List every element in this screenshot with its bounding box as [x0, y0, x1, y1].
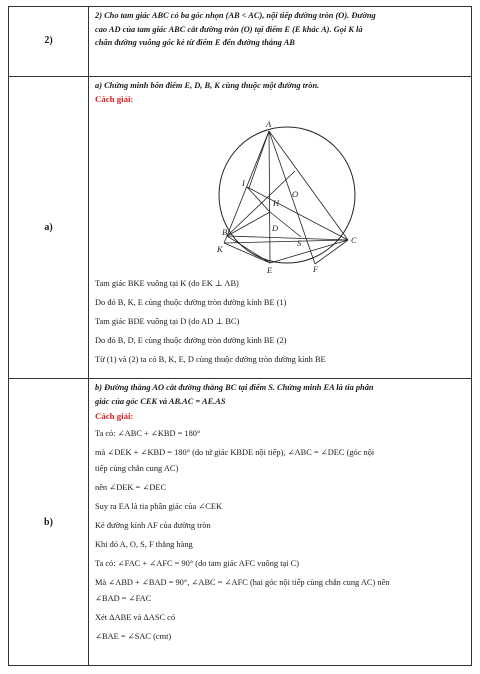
solution-line: nên ∠DEK = ∠DEC — [95, 483, 167, 492]
solution-line: ∠BAD = ∠FAC — [95, 594, 152, 603]
solution-line: Từ (1) và (2) ta có B, K, E, D cùng thuộc đường tròn đường kính BE — [95, 355, 326, 364]
solution-line: Do đó B, K, E cùng thuộc đường tròn đường kính BE (1) — [95, 298, 287, 307]
row-label-b: b) — [44, 517, 53, 528]
solution-table — [8, 6, 472, 666]
point-labels — [216, 119, 357, 275]
solution-line: tiếp cùng chắn cung AC) — [95, 464, 179, 473]
solution-line: Ta có: ∠FAC + ∠AFC = 90° (do tam giác AFC vuông tại C) — [95, 559, 300, 568]
solution-line: ∠BAE = ∠SAC (cmt) — [95, 632, 172, 641]
point-label: K — [217, 244, 223, 254]
row-label-2: 2) — [44, 35, 53, 46]
point-label: H — [273, 198, 280, 208]
solution-line: Kẻ đường kính AF của đường tròn — [95, 521, 211, 530]
row-divider — [9, 378, 471, 379]
point-label: B — [222, 227, 228, 237]
point-label: D — [272, 223, 279, 233]
point-label: I — [242, 178, 245, 188]
solution-line: Do đó B, D, E cùng thuộc đường tròn đường kính BE (2) — [95, 336, 287, 345]
solution-line: Tam giác BKE vuông tại K (do EK ⊥ AB) — [95, 279, 239, 288]
part-a-question: a) Chứng minh bốn điểm E, D, B, K cùng thuộc một đường tròn. — [95, 81, 320, 90]
column-divider — [88, 7, 89, 665]
point-label: F — [313, 264, 319, 274]
part-b — [95, 381, 465, 424]
part-a — [95, 79, 465, 108]
solution-line: mà ∠DEK + ∠KBD = 180° (do tứ giác KBDE nội tiếp), ∠ABC = ∠DEC (góc nội — [95, 448, 375, 457]
solution-label: Cách giải: — [95, 94, 134, 105]
problem-line: cao AD của tam giác ABC cắt đường tròn (O) tại điểm E (E khác A). Gọi K là — [95, 24, 363, 34]
solution-line: Suy ra EA là tia phân giác của ∠CEK — [95, 502, 223, 511]
solution-label: Cách giải: — [95, 410, 134, 421]
part-b-question: giác của góc CEK và AB.AC = AE.AS — [95, 397, 226, 407]
part-b-solution — [95, 427, 465, 649]
point-label: O — [292, 189, 299, 199]
point-label: C — [351, 235, 357, 245]
row-label-a: a) — [44, 222, 53, 233]
problem-line: chân đường vuông góc kẻ từ điểm E đến đường thẳng AB — [95, 38, 295, 47]
problem-line: 2) Cho tam giác ABC có ba góc nhọn (AB < AC), nội tiếp đường tròn (O). Đường — [95, 11, 376, 20]
point-label: A — [266, 119, 272, 129]
solution-line: Tam giác BDE vuông tại D (do AD ⊥ BC) — [95, 317, 240, 326]
solution-line: Ta có: ∠ABC + ∠KBD = 180° — [95, 429, 201, 438]
solution-line: Khi đó A, O, S, F thẳng hàng — [95, 540, 193, 549]
point-label: S — [297, 238, 302, 248]
geometry-figure — [207, 115, 367, 275]
row-divider — [9, 76, 471, 77]
figure-lines — [224, 131, 348, 264]
part-a-solution — [95, 277, 465, 372]
solution-line: Mà ∠ABD + ∠BAD = 90°, ∠ABC = ∠AFC (hai góc nội tiếp cùng chắn cung AC) nên — [95, 578, 390, 587]
point-label: E — [267, 265, 273, 275]
part-b-question: b) Đường thẳng AO cắt đường thẳng BC tại điểm S. Chứng minh EA là tia phân — [95, 383, 374, 392]
solution-line: Xét ΔABE và ΔASC có — [95, 613, 176, 622]
problem-statement — [95, 9, 465, 50]
